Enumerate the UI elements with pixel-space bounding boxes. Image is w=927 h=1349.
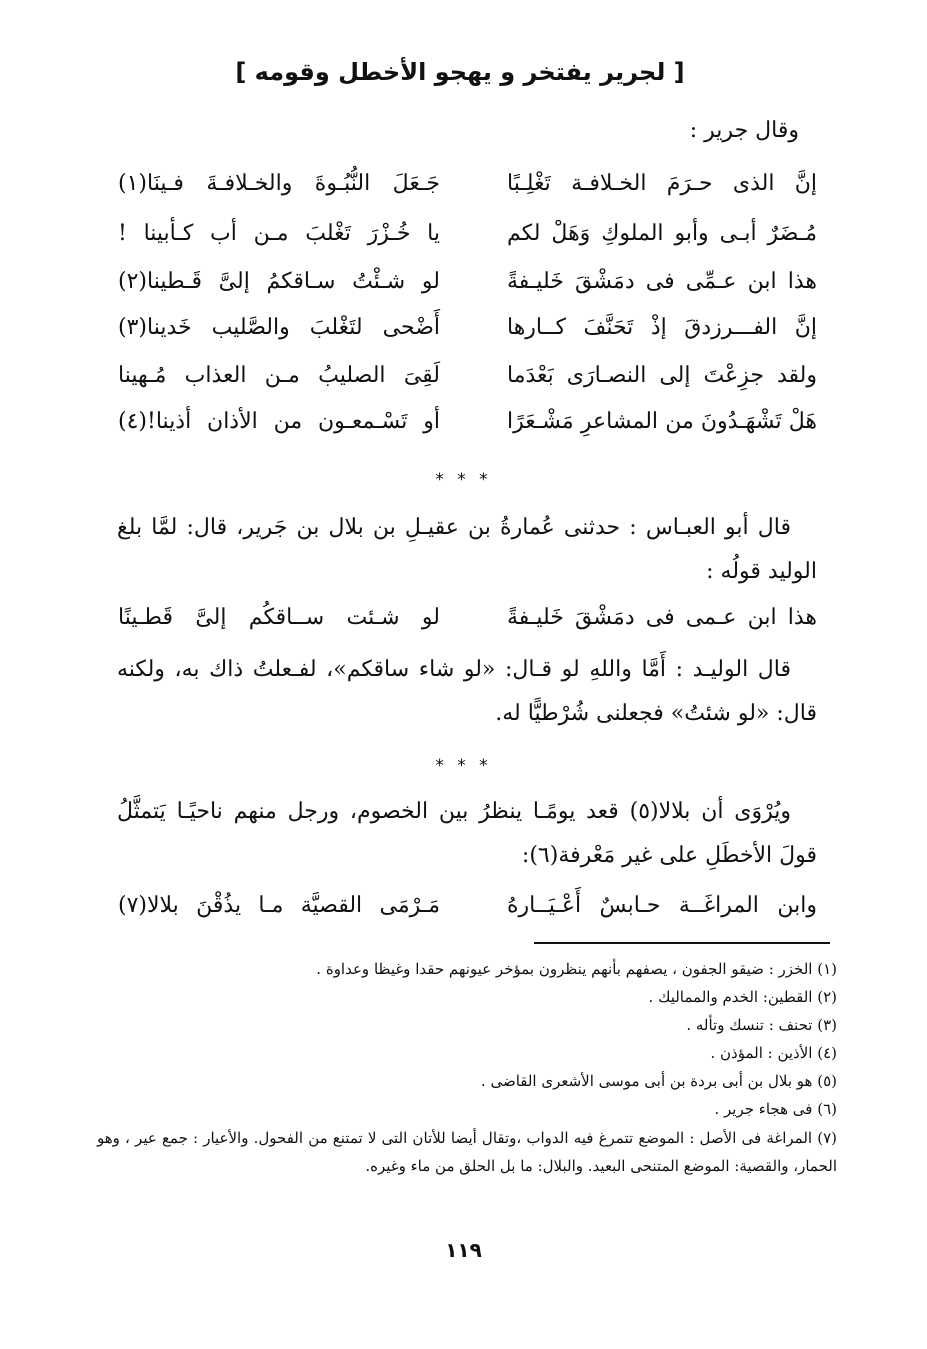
last-verse-second-hemistich: مَـرْمَى القصيَّة مـا يذُقْنَ بلالا(٧) [118, 893, 440, 918]
verse-2-second-hemistich: يا خُـزْرَ تَغْلبَ مـن أب كـأبينا ! [118, 221, 440, 246]
footnote-2: (٢) القطين: الخدم والمماليك . [648, 988, 837, 1006]
footnote-divider [534, 942, 830, 944]
intro-line: وقال جرير : [689, 118, 799, 143]
section-separator-2: * * * [435, 756, 492, 776]
footnote-6: (٦) فى هجاء جرير . [714, 1100, 837, 1118]
single-verse-second-hemistich: لو شـئت ســاقكُم إلىَّ قَطـينًا [118, 605, 440, 630]
verse-4-second-hemistich: أَضْحى لتَغْلبَ والصَّليب خَدينا(٣) [118, 315, 440, 340]
page-number: ١١٩ [445, 1238, 482, 1262]
footnote-7: (٧) المراغة فى الأصل : الموضع تتمرغ فيه الدواب ،وتقال أيضا للأتان التى لا تمتنع من الفحول. والأعيار : جمع عير ، وهو الحمار، والقصية: الموضع المتنحى البعيد. والبلال: ما بل الحلق من ماء وغيره. [97, 1129, 837, 1175]
verse-3-second-hemistich: لو شـئْتُ سـاقكمُ إلىَّ قَـطينا(٢) [118, 269, 440, 294]
page-header-title: [ لجرير يفتخر و يهجو الأخطل وقومه ] [235, 58, 685, 86]
footnote-3: (٣) تحنف : تنسك وتأله . [686, 1016, 837, 1034]
verse-5-second-hemistich: لَقِىَ الصليبُ مـن العذاب مُـهينا [118, 363, 440, 388]
paragraph-1: قال أبو العبـاس : حدثنى عُمارةُ بن عقيـلِ بن بلال بن جَرير، قال: لمَّا بلغ الوليد قولُه : [117, 515, 817, 584]
verse-1-first-hemistich: إنَّ الذى حـرَمَ الخـلافـة تَغْلِـبًا [507, 171, 817, 196]
verse-1-second-hemistich: جَـعَلَ النُّبُـوةَ والخـلافـةَ فـينَا(١) [118, 171, 440, 196]
footnote-4: (٤) الأذين : المؤذن . [710, 1044, 837, 1062]
paragraph-2: قال الوليـد : أَمَّا واللهِ لو قـال: «لو شاء ساقكم»، لفـعلتُ ذاك به، ولكنه قال: «لو شئتُ» فجعلنى شُرْطيًّا له. [117, 657, 817, 726]
verse-3-first-hemistich: هذا ابن عـمِّى فى دمَشْقَ خَليـفةً [507, 269, 817, 294]
last-verse-first-hemistich: وابن المراغَــة حـابسٌ أَعْـيَــارهُ [507, 893, 817, 918]
verse-6-second-hemistich: أو تَسْـمعـون من الأذان أذينا!(٤) [118, 409, 440, 434]
verse-5-first-hemistich: ولقد جزِعْتَ إلى النصـارَى بَعْدَما [507, 363, 817, 388]
paragraph-3: ويُرْوَى أن بلالا(٥) قعد يومًـا ينظرُ بين الخصوم، ورجل منهم ناحيًـا يَتمثَّلُ قولَ الأخطَلِ على غير مَعْرفة(٦): [117, 799, 817, 868]
verse-4-first-hemistich: إنَّ الفـــرزدقَ إذْ تَحَنَّفَ كــارها [507, 315, 817, 340]
verse-6-first-hemistich: هَلْ تَشْهَـدُونَ من المشاعرِ مَشْـعَرًا [507, 409, 817, 434]
section-separator-1: * * * [435, 470, 492, 490]
footnote-1: (١) الخزر : ضيقو الجفون ، يصفهم بأنهم ينظرون بمؤخر عيونهم حقدا وغيظا وعداوة . [316, 960, 837, 978]
footnote-5: (٥) هو بلال بن أبى بردة بن أبى موسى الأشعرى القاضى . [480, 1072, 837, 1090]
single-verse-first-hemistich: هذا ابن عـمى فى دمَشْقَ خَليـفةً [507, 605, 817, 630]
verse-2-first-hemistich: مُـضَرٌ أبـى وأبو الملوكِ وَهَلْ لكم [507, 221, 817, 246]
